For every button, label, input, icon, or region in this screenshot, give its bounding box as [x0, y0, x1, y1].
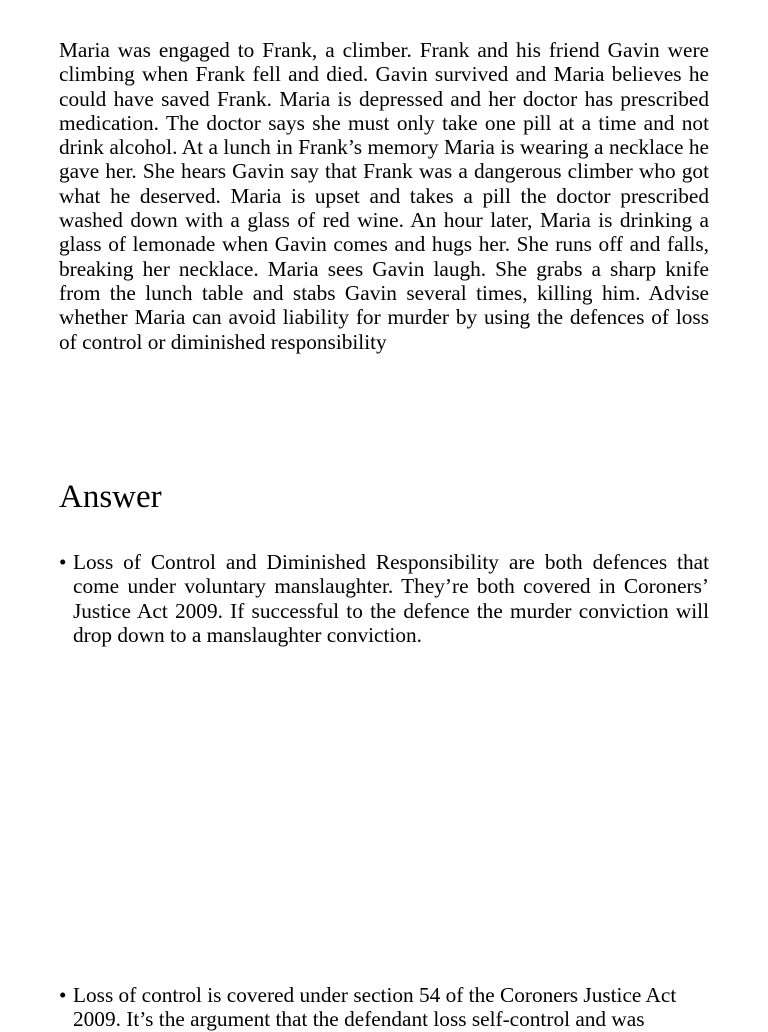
- answer-bullet-1: [59, 550, 709, 647]
- bullet-icon: •: [59, 550, 67, 574]
- answer-bullet-2: [59, 983, 709, 1032]
- answer-heading: Answer: [59, 479, 162, 515]
- answer-bullet-text: Loss of control is covered under section 54 of the Coroners Justice Act 2009. It’s the argument that the defendant loss self-control and was: [73, 983, 677, 1032]
- answer-bullet-text: Loss of Control and Diminished Responsibility are both defences that come under voluntary manslaughter. They’re both covered in Coroners’ Justice Act 2009. If successful to the defence the murder conviction will drop down to a manslaughter conviction.: [73, 550, 709, 647]
- question-text: Maria was engaged to Frank, a climber. Frank and his friend Gavin were climbing when Frank fell and died. Gavin survived and Maria believes he could have saved Frank. Maria is depressed and her doctor has prescribed medication. The doctor says she must only take one pill at a time and not drink alcohol. At a lunch in Frank’s memory Maria is wearing a necklace he gave her. She hears Gavin say that Frank was a dangerous climber who got what he deserved. Maria is upset and takes a pill the doctor prescribed washed down with a glass of red wine. An hour later, Maria is drinking a glass of lemonade when Gavin comes and hugs her. She runs off and falls, breaking her necklace. Maria sees Gavin laugh. She grabs a sharp knife from the lunch table and stabs Gavin several times, killing him. Advise whether Maria can avoid liability for murder by using the defences of loss of control or diminished responsibility: [59, 38, 709, 354]
- bullet-icon: •: [59, 983, 67, 1007]
